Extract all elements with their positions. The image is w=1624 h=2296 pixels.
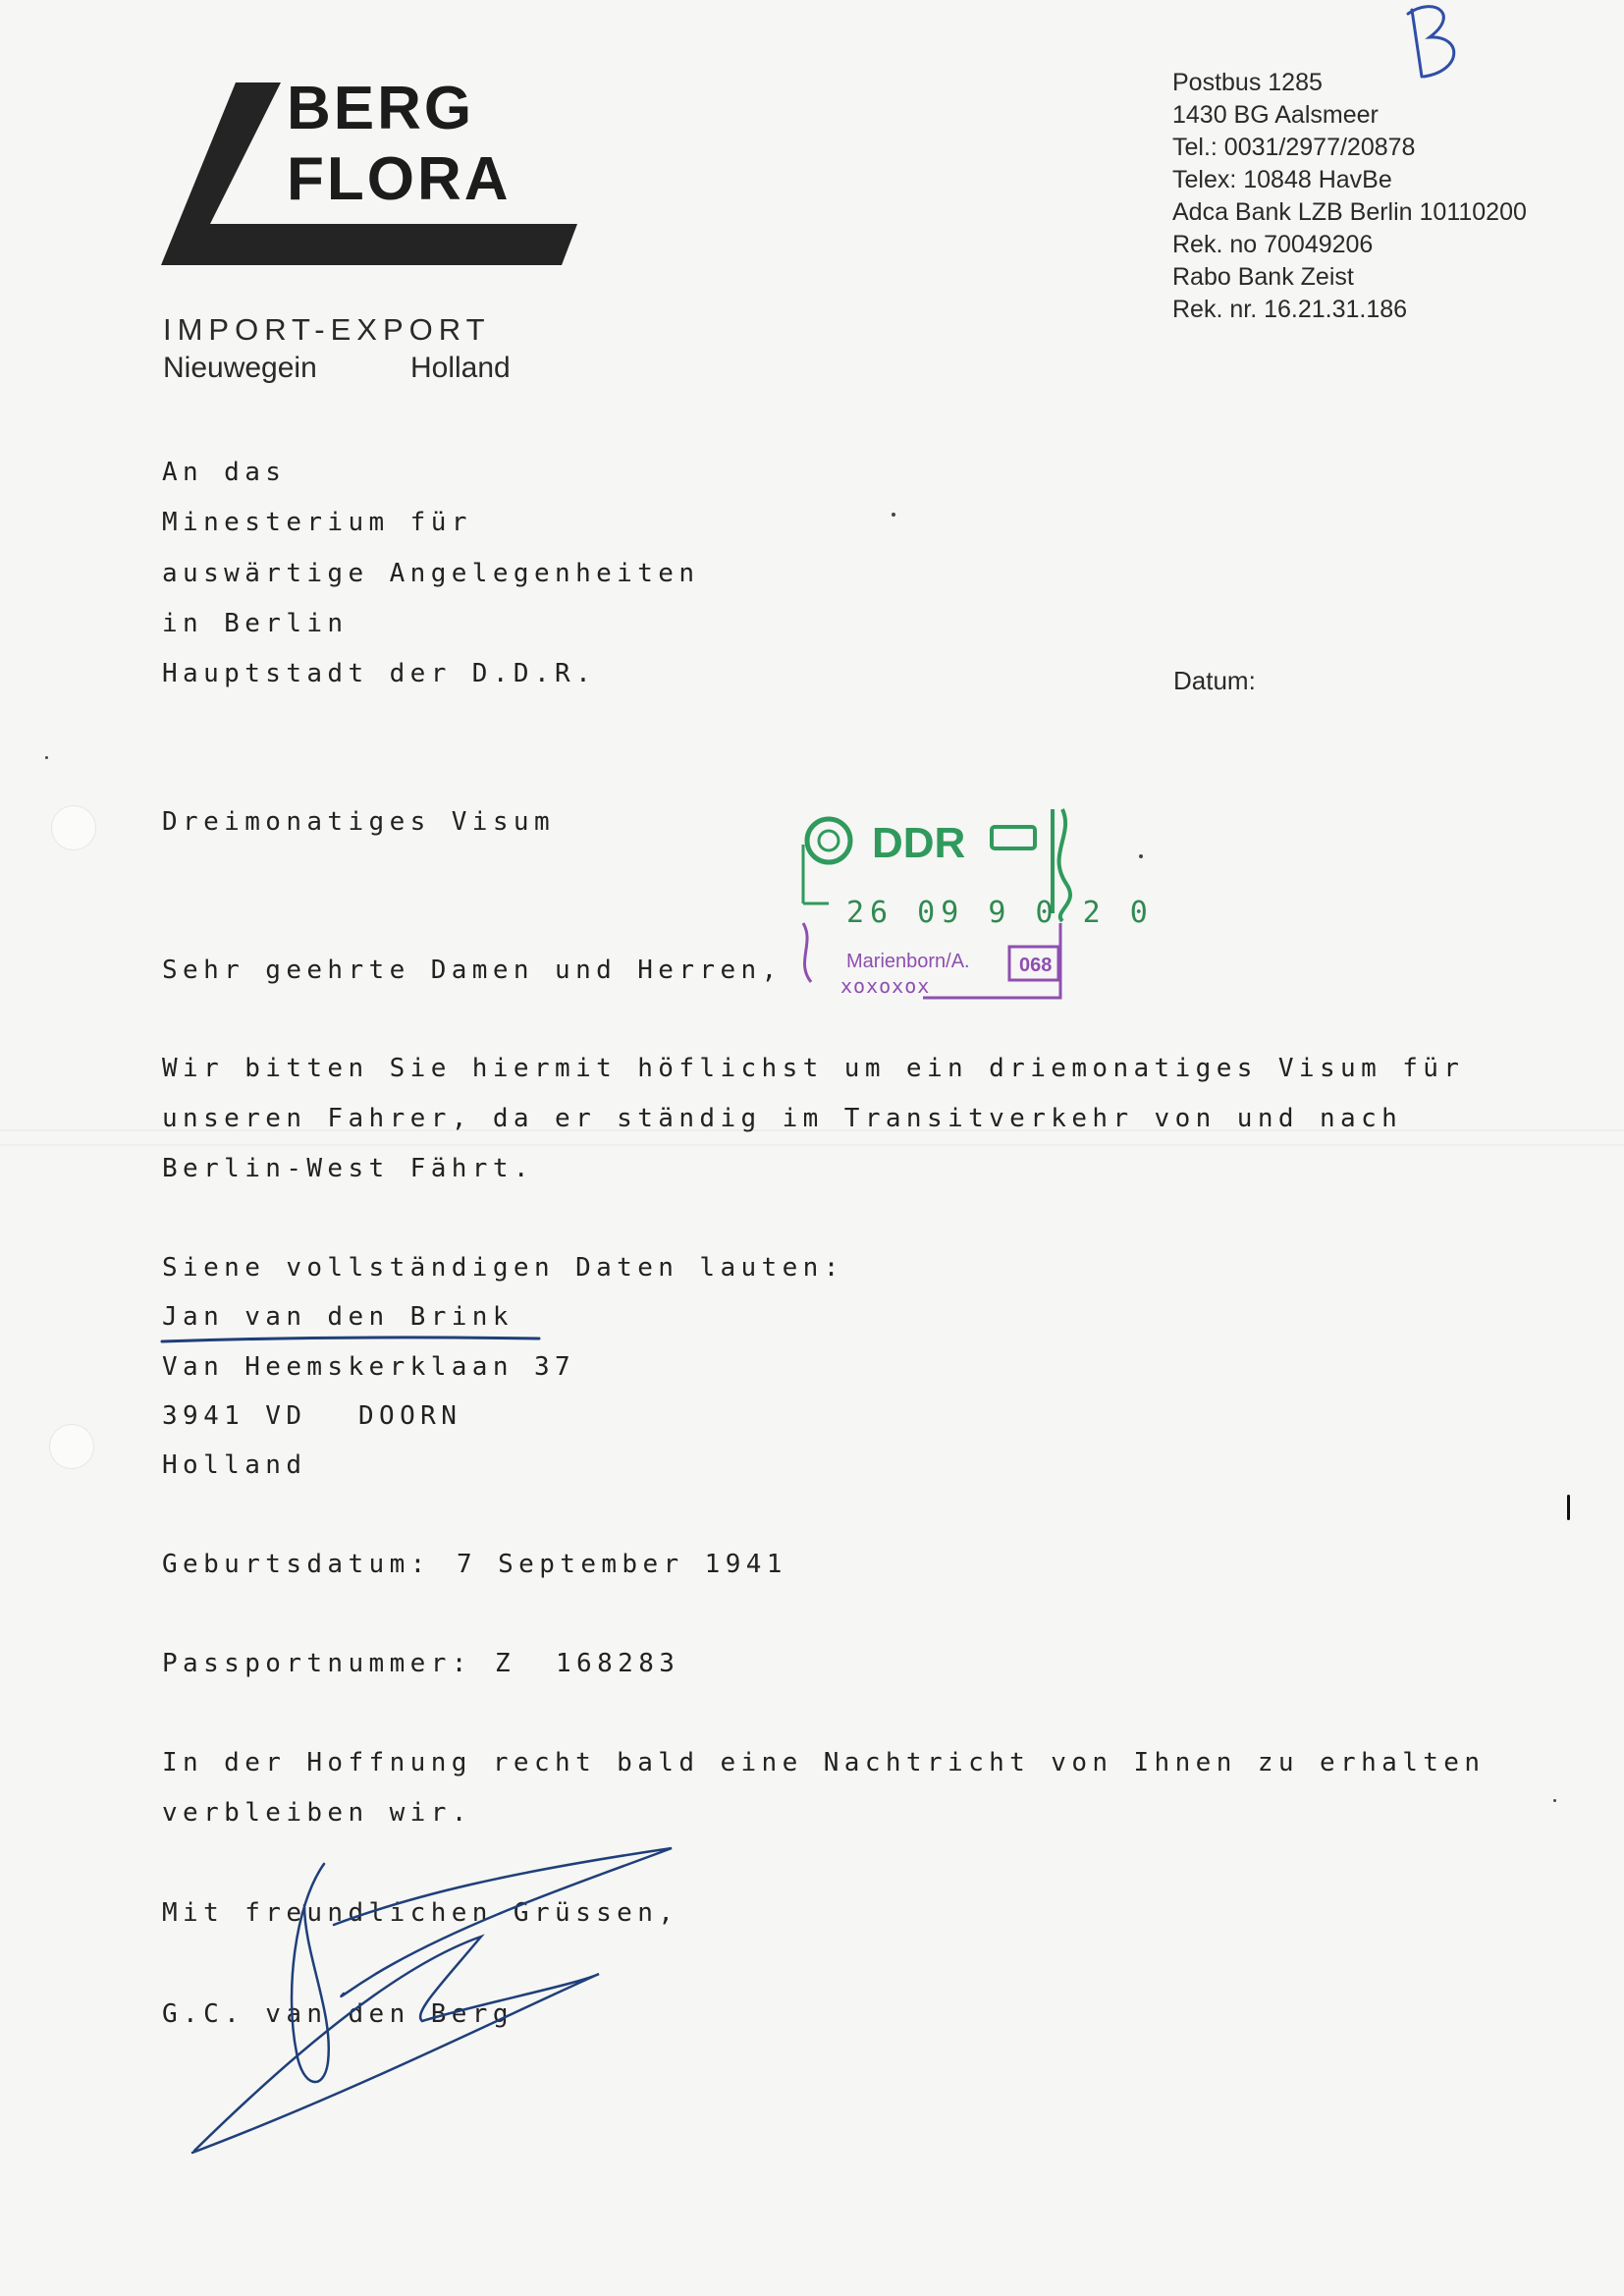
paper-speck [1553, 1799, 1556, 1802]
paper-speck [892, 513, 895, 517]
body-line: Wir bitten Sie hiermit höflichst um ein driemonatiges Visum für [162, 1054, 1465, 1083]
contact-line: Adca Bank LZB Berlin 10110200 [1172, 198, 1527, 226]
driver-name: Jan van den Brink [162, 1302, 514, 1332]
contact-line: Tel.: 0031/2977/20878 [1172, 134, 1416, 161]
salutation: Sehr geehrte Damen und Herren, [162, 956, 783, 985]
birth-label: Geburtsdatum: [162, 1550, 431, 1579]
driver-street: Van Heemskerklaan 37 [162, 1352, 576, 1382]
passport-label: Passportnummer: [162, 1649, 472, 1678]
company-name-line1: BERG [287, 75, 475, 142]
paper-speck [45, 756, 48, 759]
signature [187, 1846, 697, 2170]
company-logo [159, 75, 581, 271]
subject-line: Dreimonatiges Visum [162, 807, 556, 837]
driver-postal-code: 3941 VD [162, 1401, 307, 1431]
recipient-line: Hauptstadt der D.D.R. [162, 659, 597, 688]
body-line: unseren Fahrer, da er ständig im Transitverkehr von und nach [162, 1104, 1403, 1133]
stamp-number: 068 [1019, 955, 1053, 976]
contact-line: Rek. no 70049206 [1172, 231, 1374, 258]
ddr-border-stamp [795, 805, 1154, 1007]
closing-line: verbleiben wir. [162, 1798, 472, 1828]
contact-line: Rabo Bank Zeist [1172, 263, 1354, 291]
stamp-place: Marienborn/A. [846, 951, 970, 972]
company-name-line2: FLORA [287, 145, 512, 213]
regards: Mit freundlichen Grüssen, [162, 1898, 679, 1928]
company-tagline: IMPORT-EXPORT [163, 312, 491, 347]
birth-value: 7 September 1941 [457, 1550, 787, 1579]
data-intro: Siene vollständigen Daten lauten: [162, 1253, 844, 1283]
paper-mark [1567, 1495, 1570, 1520]
company-country: Holland [410, 352, 511, 384]
passport-prefix: Z [495, 1649, 516, 1678]
paper-speck [1139, 854, 1143, 858]
recipient-line: An das [162, 458, 287, 487]
recipient-line: auswärtige Angelegenheiten [162, 559, 700, 588]
stamp-date-code: 26 09 9 0 2 0 [846, 896, 1154, 930]
recipient-line: Minesterium für [162, 508, 472, 537]
datum-label: Datum: [1173, 666, 1256, 695]
sender-name: G.C. van den Berg [162, 1999, 514, 2029]
punch-hole [49, 1424, 94, 1469]
contact-line: 1430 BG Aalsmeer [1172, 101, 1379, 129]
handwritten-underline [160, 1334, 541, 1345]
contact-line: Telex: 10848 HavBe [1172, 166, 1392, 193]
passport-number: 168283 [556, 1649, 680, 1678]
driver-country: Holland [162, 1450, 307, 1480]
contact-line: Rek. nr. 16.21.31.186 [1172, 296, 1408, 323]
driver-town: DOORN [358, 1401, 462, 1431]
closing-line: In der Hoffnung recht bald eine Nachtricht von Ihnen zu erhalten [162, 1748, 1486, 1777]
contact-block [1172, 67, 1527, 326]
stamp-country: DDR [872, 819, 966, 867]
body-line: Berlin-West Fährt. [162, 1154, 534, 1183]
stamp-border-pattern: xoxoxox [840, 974, 931, 998]
company-city: Nieuwegein [163, 352, 317, 384]
paper-fold-line [0, 1144, 1624, 1146]
punch-hole [51, 805, 96, 850]
recipient-line: in Berlin [162, 609, 349, 638]
contact-line: Postbus 1285 [1172, 69, 1323, 96]
